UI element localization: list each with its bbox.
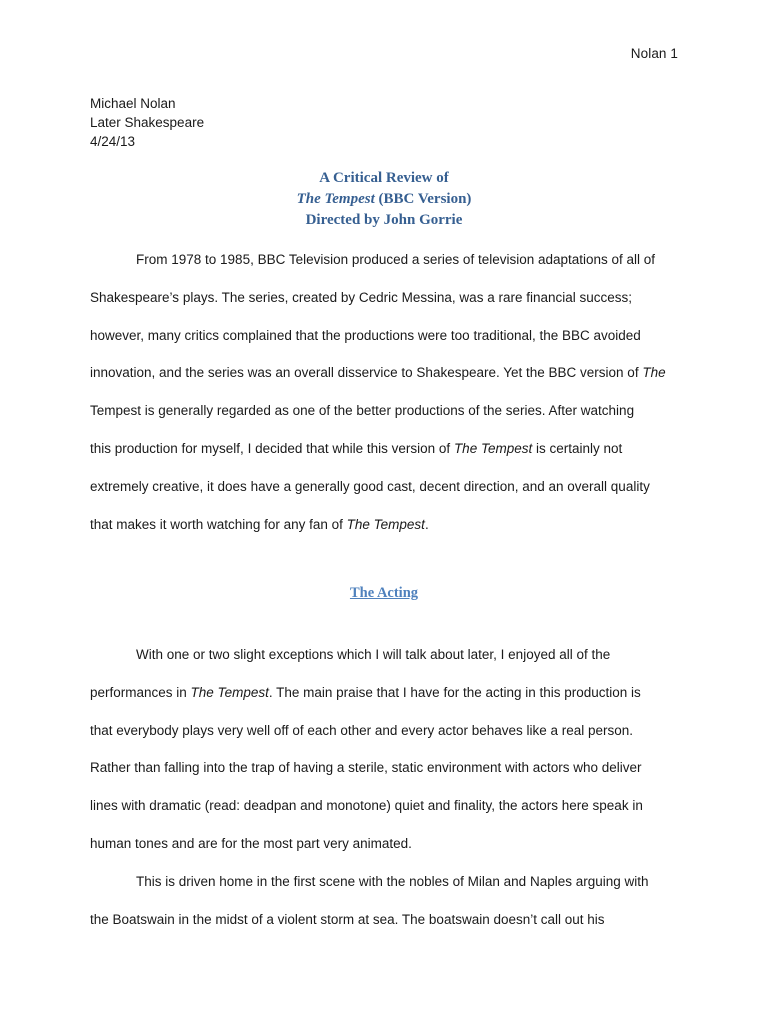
- course-name: Later Shakespeare: [90, 115, 205, 130]
- intro-italic-text: The: [642, 365, 666, 381]
- intro-text: .: [424, 516, 429, 532]
- intro-text: is generally regarded as one of the better productions of the series. After watching: [141, 403, 635, 419]
- document-title: [0, 168, 768, 231]
- author-info-block: [90, 94, 204, 151]
- intro-line: however, many critics complained that the productions were too traditional, the BBC avoided: [90, 327, 641, 343]
- acting-paragraph: [90, 636, 680, 938]
- page-header-label: Nolan 1: [630, 46, 678, 61]
- acting-line: [90, 674, 680, 712]
- title-version: (BBC Version): [374, 191, 472, 207]
- acting-text: performances in: [90, 684, 191, 700]
- intro-line: [90, 354, 680, 392]
- intro-line: extremely creative, it does have a generally good cast, decent direction, and an overall quality: [90, 478, 650, 494]
- title-line-1: A Critical Review of: [319, 170, 449, 186]
- intro-text: innovation, and the series was an overall disservice to Shakespeare. Yet the BBC version of: [90, 365, 643, 381]
- intro-text: is certainly not: [532, 440, 623, 456]
- intro-line: [90, 430, 680, 468]
- intro-line: Shakespeare’s plays. The series, created by Cedric Messina, was a rare financial success;: [90, 289, 633, 305]
- acting-text: . The main praise that I have for the acting in this production is: [268, 684, 641, 700]
- section-heading-acting: The Acting: [349, 585, 419, 601]
- intro-line: [90, 392, 680, 430]
- title-play-name: The Tempest: [296, 191, 375, 207]
- acting-italic-text: The Tempest: [190, 684, 269, 700]
- acting-line: lines with dramatic (read: deadpan and monotone) quiet and finality, the actors here speak in: [90, 798, 643, 814]
- intro-line: From 1978 to 1985, BBC Television produced a series of television adaptations of all of: [136, 252, 656, 267]
- intro-paragraph: [90, 241, 680, 543]
- intro-italic-text: The Tempest: [453, 440, 533, 456]
- acting-line: human tones and are for the most part very animated.: [90, 835, 412, 851]
- title-line-3: Directed by John Gorrie: [305, 212, 463, 228]
- intro-italic-text: The Tempest: [346, 516, 425, 532]
- intro-text: this production for myself, I decided that while this version of: [90, 440, 454, 456]
- acting-line: the Boatswain in the midst of a violent storm at sea. The boatswain doesn’t call out his: [90, 911, 605, 927]
- intro-text: Tempest: [90, 403, 142, 419]
- acting-line: This is driven home in the first scene with the nobles of Milan and Naples arguing with: [136, 873, 649, 889]
- author-name: Michael Nolan: [90, 96, 176, 111]
- intro-line: [90, 506, 680, 544]
- date: 4/24/13: [90, 134, 136, 149]
- intro-text: that makes it worth watching for any fan of: [90, 516, 347, 532]
- acting-line: With one or two slight exceptions which I will talk about later, I enjoyed all of the: [136, 647, 611, 662]
- acting-line: Rather than falling into the trap of having a sterile, static environment with actors who deliver: [90, 760, 642, 776]
- title-line-2: [0, 189, 768, 210]
- acting-line: that everybody plays very well off of each other and every actor behaves like a real person.: [90, 722, 634, 738]
